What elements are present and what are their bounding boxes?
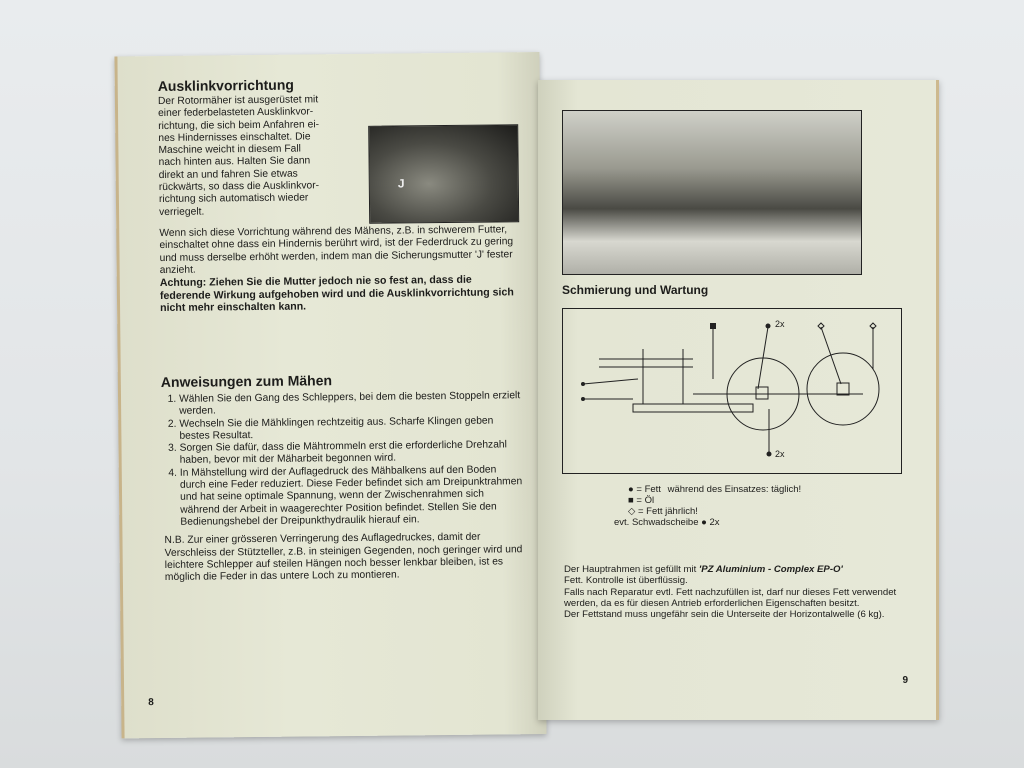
intro-paragraph	[158, 94, 357, 219]
instructions-list	[161, 390, 524, 529]
intro-line: einer federbelasteten Ausklinkvor-	[157, 106, 314, 120]
photo-label-j: J	[397, 176, 405, 191]
legend-swath: evt. Schwadscheibe ● 2x	[614, 517, 720, 528]
tractor-mower-photo	[562, 110, 862, 275]
ausklink-continued	[159, 224, 522, 314]
right-page	[538, 80, 939, 720]
intro-line: nes Hindernisses einschaltet. Die	[158, 131, 311, 144]
grease-paragraph-1	[564, 564, 904, 575]
intro-line: verriegelt.	[159, 206, 205, 218]
grease-info	[564, 564, 904, 620]
grease-paragraph-3: Falls nach Reparatur evtl. Fett nachzufüllen ist, darf nur dieses Fett verwendet werden, da es für diesen Antrieb erforderlichen Eigenschaften besitzt.	[564, 586, 897, 609]
note-paragraph: N.B. Zur einer grösseren Verringerung des Auflagedruckes, damit der Verschleiss der Stützteller, z.B. in steinigen Gegenden, noch geringer wird und leichtere Schlepper auf steilen Hängen noch besser lenkbar bleiben, ist es möglich die Feder in das untere Loch zu montieren.	[164, 531, 523, 584]
grease-text: Der Hauptrahmen ist gefüllt mit	[564, 564, 697, 575]
legend-oil	[614, 495, 801, 506]
grease-dot-icon: ●	[628, 484, 634, 495]
legend-grease-label: = Fett	[636, 484, 661, 495]
oil-square-icon: ■	[628, 495, 634, 506]
page-number-right: 9	[902, 675, 908, 686]
intro-line: Der Rotormäher ist ausgerüstet mit	[157, 94, 319, 108]
intro-line: rückwärts, so dass die Ausklinkvor-	[158, 180, 320, 194]
legend-daily: während des Einsatzes: täglich!	[667, 484, 802, 495]
instruction-item: 2. Wechseln Sie die Mähklingen rechtzeitig aus. Scharfe Klingen geben bestes Resultat.	[179, 415, 523, 443]
diagram-label-bottom: 2x	[775, 449, 785, 459]
diagram-label-top: 2x	[775, 319, 785, 329]
warning-text: Achtung: Ziehen Sie die Mutter jedoch nie so fest an, dass die federende Wirkung aufgehoben wird und die Ausklinkvorrichtung sich nicht mehr einschalten kann.	[159, 273, 514, 315]
lubrication-diagram-drawing	[563, 309, 901, 473]
legend-yearly	[614, 506, 801, 517]
intro-line: Maschine weicht in diesem Fall	[158, 143, 301, 157]
left-page	[114, 52, 546, 738]
release-mechanism-photo	[368, 124, 519, 224]
intro-line: direkt an und fahren Sie etwas	[158, 168, 298, 181]
instruction-item: 4. In Mähstellung wird der Auflagedruck des Mähbalkens auf den Boden durch eine Feder reduziert. Diese Feder befindet sich am Dreipunktrahmen und hat seine optimale Spannung, wenn der Zwischenrahmen sich während der Arbeit in waagerechter Position befindet. Stellen Sie den Bedienungshebel der Dreipunkthydraulik hierauf ein.	[180, 464, 525, 529]
heading-ausklinkvorrichtung: Ausklinkvorrichtung	[157, 76, 294, 95]
page-number-left: 8	[148, 697, 154, 709]
instruction-item: 3. Sorgen Sie dafür, dass die Mähtrommeln erst die erforderliche Drehzahl haben, bevor mit der Mäharbeit begonnen wird.	[180, 439, 524, 467]
instruction-item: 1. Wählen Sie den Gang des Schleppers, bei dem die besten Stoppeln erzielt werden.	[179, 390, 523, 418]
legend-oil-label: = Öl	[636, 495, 655, 506]
intro-line: nach hinten aus. Halten Sie dann	[158, 155, 311, 169]
grease-paragraph-2: Fett. Kontrolle ist überflüssig.	[564, 575, 688, 587]
heading-schmierung: Schmierung und Wartung	[562, 283, 709, 297]
paragraph-spring-pressure: Wenn sich diese Vorrichtung während des Mähens, z.B. in schwerem Futter, einschaltet ohne dass ein Hindernis berührt wird, ist der Federdruck zu gering und muss derselbe erhöht werden, indem man die Sicherungsmutter 'J' fester anzieht.	[159, 224, 514, 276]
lubrication-legend	[614, 484, 801, 528]
diamond-icon: ◇	[628, 506, 636, 517]
mowing-instructions-section	[161, 370, 525, 584]
grease-paragraph-4: Der Fettstand muss ungefähr sein die Unterseite der Horizontalwelle (6 kg).	[564, 609, 885, 621]
intro-line: richtung, die sich beim Anfahren ei-	[158, 118, 320, 132]
heading-anweisungen: Anweisungen zum Mähen	[160, 372, 333, 391]
intro-line: richtung sich automatisch wieder	[158, 192, 309, 206]
grease-product-name: 'PZ Aluminium - Complex EP-O'	[698, 564, 843, 575]
legend-yearly-label: = Fett jährlich!	[637, 506, 698, 517]
legend-grease	[614, 484, 801, 495]
lubrication-diagram	[562, 308, 902, 474]
